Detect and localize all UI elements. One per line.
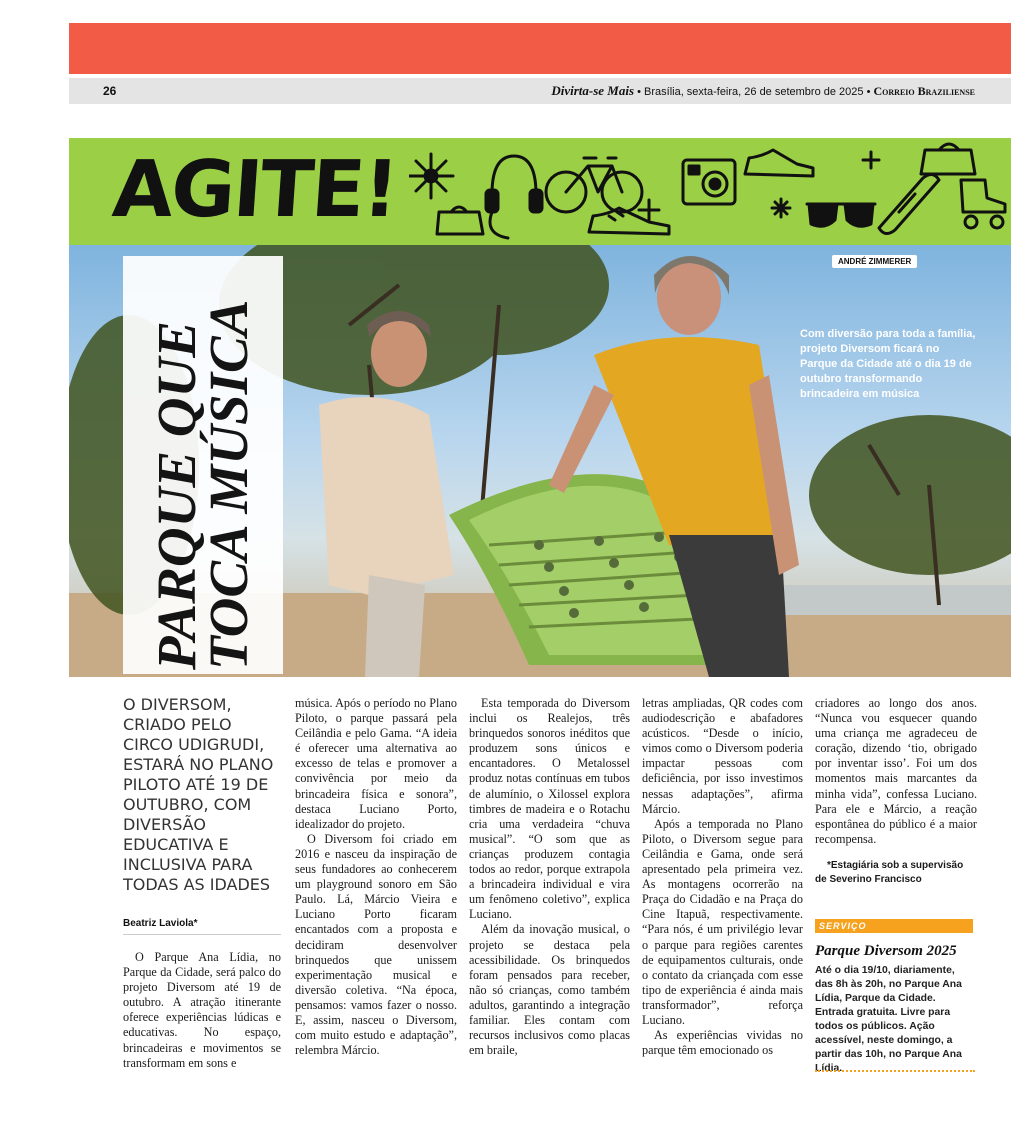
- doodles-strip: [409, 138, 1011, 245]
- bullet-separator: •: [637, 86, 645, 98]
- sunglasses-doodle-icon: [807, 204, 875, 226]
- paragraph: O Diversom foi criado em 2016 e nasceu da inspiração de seus fundadores ao conhecerem um playground sonoro em São Paulo. Lá, Márcio Vieira e Luciano Porto ficaram encantados com a proposta e decidiram desenvolver brinquedos que unissem experimentação musical e diversão coletiva. “Na época, pensamos: vamos fazer o nosso. E, assim, nasceu o Diversom, com muito estudo e adaptação”, relembra Márcio.: [295, 831, 457, 1058]
- paragraph: Além da inovação musical, o projeto se destaca pela acessibilidade. Os brinquedos foram pensados para receber, não só crianças, como também adultos, garantindo a integração familiar. Eles contam com recursos inclusivos como placas em braile,: [469, 922, 630, 1058]
- servico-divider: [815, 1070, 975, 1072]
- footnote: *Estagiária sob a supervisão de Severino Francisco: [815, 859, 964, 885]
- action-camera-doodle-icon: [683, 160, 735, 204]
- skateboard-doodle-icon: [879, 174, 939, 233]
- bag-doodle-icon: [921, 144, 975, 174]
- sneaker-doodle-icon: [589, 208, 669, 234]
- article-column-2: [295, 696, 457, 1058]
- article-column-4: [642, 696, 803, 1058]
- headline-line-2: TOCA MÚSICA: [198, 299, 259, 670]
- bag-doodle-icon: [437, 207, 483, 234]
- dateline: Brasília, sexta-feira, 26 de setembro de 2025: [644, 86, 864, 98]
- folio-bar: [69, 78, 1011, 104]
- paragraph: criadores ao longo dos anos. “Nunca vou esquecer quando uma criança me agradeceu de coração, dizendo ‘tio, obrigado por inventar isso’. Foi um dos momentos mais marcantes da minha vida”, confessa Luciano. Para ele e Márcio, a reação espontânea do público é a maior recompensa.: [815, 696, 977, 846]
- photo-caption: Com diversão para toda a família, projeto Diversom ficará no Parque da Cidade até o dia 19 de outubro transformando brincadeira em música: [800, 328, 976, 400]
- star-doodle-icon: [409, 154, 453, 198]
- section-name: Divirta-se Mais: [551, 83, 635, 98]
- newspaper-name: Correio Braziliense: [873, 84, 975, 98]
- paragraph: Após a temporada no Plano Piloto, o Diversom segue para Ceilândia e Gama, onde será apresentado pela primeira vez. As montagens ocorrerão na Praça do Cidadão e na Praça do Cine Itapuã, respectivamente. “Para nós, é um privilégio levar o parque para regiões carentes de equipamentos culturais, onde o contato da criançada com esse tipo de experiência é ainda mais transformador”, reforça Luciano.: [642, 816, 803, 1027]
- paragraph: As experiências vividas no parque têm emocionado os: [642, 1028, 803, 1058]
- folio-right: [551, 83, 975, 99]
- star-doodle-icon: [772, 199, 790, 217]
- star-doodle-icon: [863, 152, 879, 168]
- headline-line-1: PARQUE QUE: [146, 321, 207, 670]
- rollerskate-doodle-icon: [961, 180, 1005, 228]
- top-color-band: [69, 23, 1011, 74]
- article-column-3: [469, 696, 630, 1058]
- byline: Beatriz Laviola*: [123, 918, 281, 935]
- paragraph: letras ampliadas, QR codes com audiodescrição e abafadores acústicos. “Desde o início, vimos como o Diversom poderia impactar pessoas com deficiência, por isso investimos nessas adaptações”, afirma Márcio.: [642, 696, 803, 816]
- page-number: 26: [103, 84, 117, 98]
- paragraph: música. Após o período no Plano Piloto, o parque passará pela Ceilândia e pelo Gama. “A ideia é oferecer uma alternativa ao excesso de telas e promover a convivência por meio da brincadeira física e sonora”, destaca Luciano Porto, idealizador do projeto.: [295, 696, 457, 831]
- paragraph: Esta temporada do Diversom inclui os Realejos, três brinquedos sonoros inéditos que produzem sons únicos e encantadores. O Metalossel produz notas contínuas em tubos de alumínio, o Xilossel explora timbres de madeira e o Rotachu cria uma verdadeira “chuva musical”. “O som que as crianças produzem contagia todos ao redor, porque extrapola a brincadeira individual e vira um fenômeno coletivo”, explica Luciano.: [469, 696, 630, 922]
- agite-banner: [69, 138, 1011, 245]
- headline: [146, 260, 259, 670]
- standfirst: O DIVERSOM, CRIADO PELO CIRCO UDIGRUDI, ESTARÁ NO PLANO PILOTO ATÉ 19 DE OUTUBRO, COM DIVERSÃO EDUCATIVA E INCLUSIVA PARA TODAS AS IDADES: [123, 695, 274, 894]
- sneaker-doodle-icon: [745, 150, 813, 176]
- servico-label: SERVIÇO: [815, 919, 973, 933]
- headphones-doodle-icon: [486, 156, 542, 238]
- servico-text: Até o dia 19/10, diariamente, das 8h às 20h, no Parque Ana Lídia, Parque da Cidade. Entrada gratuita. Livre para todos os públicos. Ação acessível, neste domingo, a partir das 10h, no Parque Ana Lídia.: [815, 965, 962, 1074]
- servico-title: Parque Diversom 2025: [815, 943, 957, 959]
- article-column-5: [815, 696, 977, 887]
- bullet-separator: •: [866, 86, 874, 98]
- bicycle-doodle-icon: [546, 158, 642, 212]
- star-doodle-icon: [639, 200, 659, 220]
- paragraph: O Parque Ana Lídia, no Parque da Cidade, será palco do projeto Diversom até 19 de outubro. A atração itinerante oferece experiências lúdicas e educativas. No espaço, brincadeiras e movimentos se transformam em sons e: [123, 950, 281, 1070]
- article-column-1: [123, 950, 281, 1071]
- headline-panel: [123, 256, 283, 674]
- banner-title: AGITE!: [109, 145, 400, 235]
- photo-credit: ANDRÉ ZIMMERER: [832, 255, 917, 268]
